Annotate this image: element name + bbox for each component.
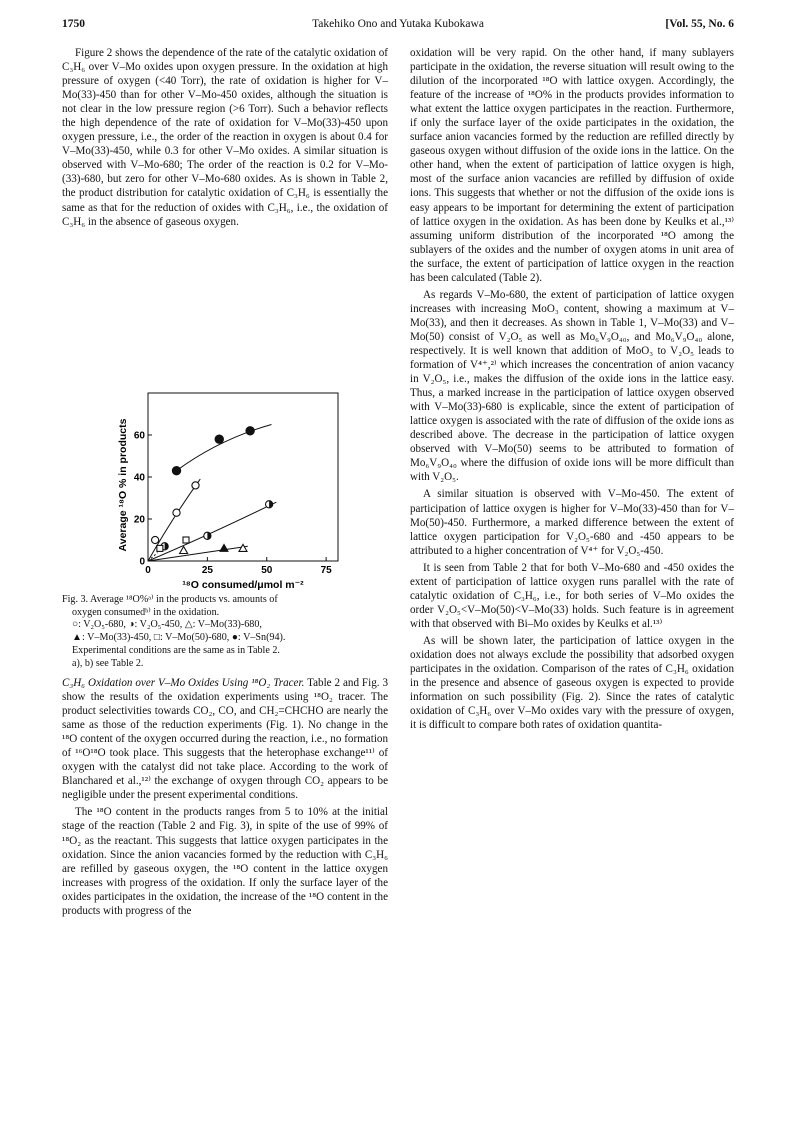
paragraph: It is seen from Table 2 that for both V–Mo-680 and -450 oxides the extent of participation of lattice oxygen runs parallel with the rate of catalytic oxidation of C₃H₆, i.e., for both series of V–Mo oxides the order V₂O₅<V–Mo(50)<V–Mo(33) holds. Such feature is in agreement with that observed with Bi–Mo oxides by Keulks et al.¹³⁾ [410, 561, 734, 630]
y-tick-label: 60 [133, 430, 145, 442]
data-point-v2o5-680 [192, 482, 199, 489]
figure-3 [62, 385, 388, 600]
x-tick-label: 0 [145, 565, 151, 576]
x-axis-label: ¹⁸O consumed/μmol m⁻² [182, 579, 304, 591]
data-point-v-sn-94 [246, 427, 254, 435]
y-tick-label: 0 [139, 556, 145, 568]
running-authors: Takehiko Ono and Yutaka Kubokawa [312, 18, 484, 30]
data-point-v2o5-680 [173, 509, 180, 516]
volume-info: [Vol. 55, No. 6 [665, 18, 734, 30]
data-point-v-mo50-680 [183, 537, 189, 543]
paragraph: Figure 2 shows the dependence of the rate of the catalytic oxidation of C₃H₆ over V–Mo oxides upon oxygen pressure. In the oxidation at high pressure of oxygen (<40 Torr), the rate of oxidation is higher for V–Mo(33)-450 than for other V–Mo-450 oxides, although the situation is not clear in the low pressure region (>6 Torr). Such a behavior reflects the high dependence of the rate of oxidation for V–Mo(33)-450 upon oxygen pressure, i.e., the order of the reaction in oxygen is about 0.4 for V–Mo(33)-450, while 0.3 for other V–Mo oxides. A similar situation is observed with V–Mo-680; The order of the reaction is 0.2 for V–Mo-(33)-680, but zero for other V–Mo-680 oxides. As is shown in Table 2, the product distribution for catalytic oxidation of C₃H₆ is essentially the same as that for the reduction of oxides with C₃H₆, i.e., the oxidation of C₃H₆ in the absence of gaseous oxygen. [62, 47, 388, 228]
section-heading: C₃H₆ Oxidation over V–Mo Oxides Using ¹⁸O₂ Tracer. [62, 677, 305, 689]
running-header [62, 18, 734, 34]
y-axis-label: Average ¹⁸O % in products [117, 418, 129, 552]
caption-line: Experimental conditions are the same as in Table 2. [72, 644, 280, 656]
data-point-v-sn-94 [172, 467, 180, 475]
data-point-v-mo50-680 [157, 545, 163, 551]
paragraph: A similar situation is observed with V–Mo-450. The extent of participation of lattice oxygen is higher for V–Mo(33)-450 than for V–Mo(50)-450. Furthermore, a marked difference between the extent of lattice oxygen participation for V₂O₅-680 and -450 appears to be attributed to a higher concentration of V⁴⁺ for V₂O₅-450. [410, 488, 734, 557]
series-curve [148, 479, 200, 561]
paragraph: As will be shown later, the participation of lattice oxygen in the oxidation does not always exclude the possibility that adsorbed oxygen participates in the oxidation. Comparison of the rates of C₃H₆ oxidation in the presence and absence of gaseous oxygen is expected to provide information on such possibility (Fig. 2). Since the rates of catalytic oxidation of C₃H₆ over V–Mo oxides vary with the pressure of oxygen, it is difficult to compare both rates of oxidation quantita- [410, 634, 734, 732]
section-text: Table 2 and Fig. 3 show the results of the oxidation experiments using ¹⁸O₂ tracer. The product selectivities towards CO₂, CO, and CH₂=CHCHO are nearly the same as those of the reduction experiments (Fig. 1). No change in the ¹⁸O content of the oxygen occurred during the reaction, i.e., no formation of ¹⁶O¹⁸O took place. This suggests that the heterophase exchange¹¹⁾ of oxygen with the catalyst did not take place. According to the work of Blanchared et al.,¹²⁾ the exchange of oxygen through CO₂ appears to be negligible under the present experimental conditions. [62, 677, 388, 802]
caption-line: oxygen consumedᵇ⁾ in the oxidation. [72, 606, 220, 618]
page-number: 1750 [62, 18, 85, 30]
paragraph: As regards V–Mo-680, the extent of participation of lattice oxygen increases with increasing MoO₃ content, showing a maximum at V–Mo(33), and then it decreases. As shown in Table 1, V–Mo(33) and V–Mo(50) consist of V₂O₅ as well as Mo₆V₉O₄₀, and Mo₆V₉O₄₀ alone, respectively. It is well known that addition of MoO₃ to V₂O₅ leads to formation of V⁴⁺,²⁾ which increases the concentration of anion vacancy in V₂O₅, i.e., makes the diffusion of the oxide ions in the lattice easy. Thus, a marked increase in the participation of lattice oxygen observed with V–Mo(33)-680 is explicable, since the extent of participation of lattice oxygen is associated with the rate of diffusion of the oxide ions as described above. The decrease in the participation of lattice oxygen observed with V–Mo(50) seems to be attributed to formation of Mo₆V₉O₄₀ where the diffusion of oxide ions will be more difficult than with V₂O₅. [410, 288, 734, 484]
data-point-v2o5-680 [152, 536, 159, 543]
x-tick-label: 25 [201, 565, 213, 576]
x-tick-label: 50 [261, 565, 273, 576]
caption-line: Fig. 3. Average ¹⁸O%ᵃ⁾ in the products vs. amounts of [62, 594, 278, 605]
left-column-bottom [62, 676, 388, 918]
right-column [410, 46, 734, 732]
left-column-top [62, 46, 388, 229]
figure-3-plot [62, 385, 388, 600]
section-paragraph [62, 676, 388, 802]
paragraph: oxidation will be very rapid. On the other hand, if many sublayers participate in the oxidation, the reverse situation will result owing to the dilution of the incorporated ¹⁸O with lattice oxygen. Accordingly, the feature of the increase of ¹⁸O% in the products provides information to what extent the lattice oxygen participates in the reaction. Furthermore, if only the surface layer of the oxide participates in the oxidation, the surface anion vacancies formed by the reduction are refilled directly by gaseous oxygen without diffusion of the oxide ions in the lattice. On the other hand, when the extent of participation of lattice oxygen is high, most of the surface anion vacancies are refilled by diffusion of oxide ions. This suggests that whether or not the diffusion of the oxide ions is easy appears to be important for determining the extent of participation of lattice oxygen in the oxidation. As has been done by Keulks et al.,¹³⁾ assuming uniform distribution of the incorporated ¹⁸O among the sublayers of the oxides and the number of oxygen atoms in unit area of the surface, the extent of participation of lattice oxygen in the reaction has been calculated (Table 2). [410, 47, 734, 284]
caption-line: ○: V₂O₅-680, ◑: V₂O₅-450, △: V–Mo(33)-680, [72, 619, 262, 631]
caption-line: ▲: V–Mo(33)-450, □: V–Mo(50)-680, ●: V–Sn(94). [72, 632, 286, 644]
x-tick-label: 75 [320, 565, 332, 576]
data-point-v-sn-94 [215, 435, 223, 443]
data-point-v-mo33-680 [180, 547, 188, 554]
figure-3-caption [62, 594, 388, 670]
y-tick-label: 40 [133, 472, 145, 484]
series-curve [148, 502, 276, 561]
data-point-v-mo33-450 [220, 544, 228, 551]
y-tick-label: 20 [133, 514, 145, 526]
caption-line: a), b) see Table 2. [72, 657, 144, 669]
plot-frame [148, 393, 338, 561]
paragraph: The ¹⁸O content in the products ranges from 5 to 10% at the initial stage of the reaction (Table 2 and Fig. 3), in spite of the use of 99% of ¹⁸O₂ as the reactant. This suggests that lattice oxygen participates in the oxidation. Since the anion vacancies formed by the reduction with C₃H₆ are refilled by gaseous oxygen, the ¹⁸O content in the lattice oxygen increases with progress of the oxidation. If only the surface layer of the oxides participates in the oxidation, the increase of the ¹⁸O content in the products with progress of the [62, 806, 388, 917]
series-curve [177, 425, 272, 471]
